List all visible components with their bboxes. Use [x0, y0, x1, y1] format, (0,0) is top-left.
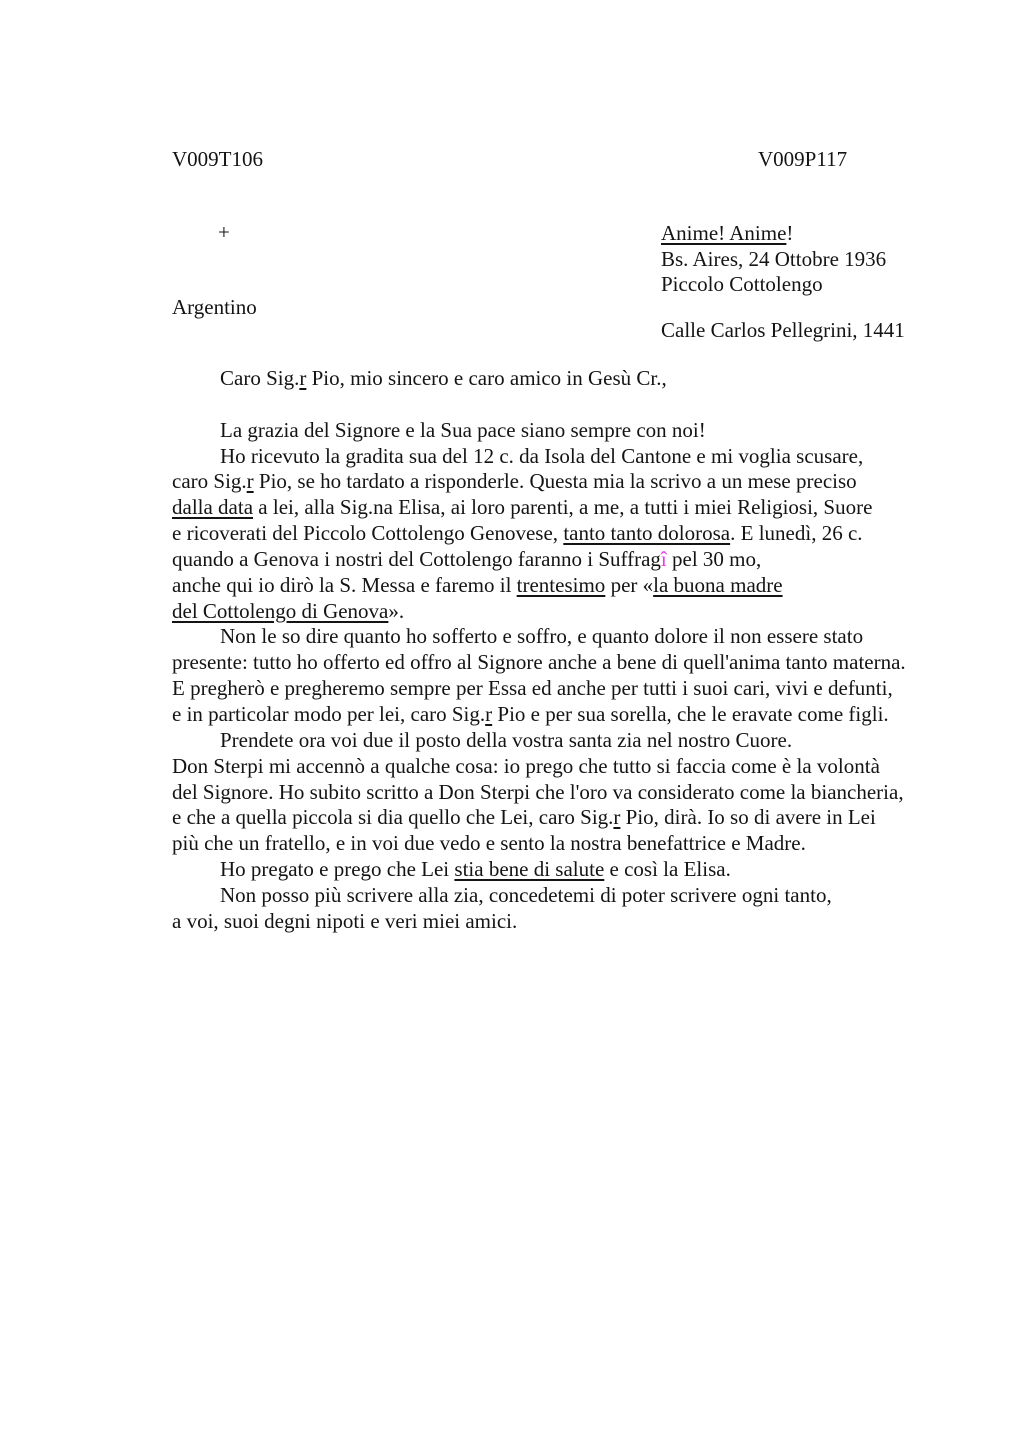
cross-symbol: +: [218, 220, 230, 244]
text-segment: del Signore. Ho subito scritto a Don Sterpi che l'oro va considerato come la biancheria,: [172, 779, 904, 804]
text-segment: per «: [605, 572, 654, 597]
text-segment: del Cottolengo di Genova: [172, 598, 389, 623]
text-segment: Non le so dire quanto ho sofferto e soffro, e quanto dolore il non essere stato: [220, 624, 864, 649]
text-segment: r: [299, 366, 307, 390]
letter-line: [172, 754, 932, 780]
letter-line: [172, 444, 932, 470]
text-segment: dalla data: [172, 495, 254, 520]
text-segment: e così la Elisa.: [604, 857, 731, 882]
text-segment: ».: [388, 598, 405, 623]
letter-line: [172, 469, 932, 495]
organization-overflow-word: Argentino: [172, 295, 257, 319]
text-segment: caro Sig.: [172, 469, 247, 494]
text-segment: quando a Genova i nostri del Cottolengo faranno i Suffrag: [172, 546, 661, 571]
text-segment: Pio, dirà. Io so di avere in Lei: [620, 805, 876, 830]
letter-line: [172, 366, 932, 392]
letter-line: [172, 883, 932, 909]
text-segment: la buona madre: [653, 572, 783, 597]
letter-line: [172, 676, 932, 702]
text-segment: La grazia del Signore e la Sua pace siano sempre con noi!: [220, 417, 706, 442]
text-segment: Pio, se ho tardato a risponderle. Questa mia la scrivo a un mese preciso: [253, 469, 857, 494]
blank-line: [172, 392, 932, 418]
text-segment: e in particolar modo per lei, caro Sig.: [172, 701, 486, 726]
text-segment: Anime! Anime: [661, 221, 787, 245]
text-segment: E pregherò e pregheremo sempre per Essa ed anche per tutti i suoi cari, vivi e defunti,: [172, 676, 893, 701]
letter-line: [172, 780, 932, 806]
text-segment: . E lunedì, 26 c.: [730, 521, 863, 546]
document-id-right: V009P117: [758, 147, 848, 171]
text-segment: Ho ricevuto la gradita sua del 12 c. da Isola del Cantone e mi voglia scusare,: [220, 443, 864, 468]
letter-line: [172, 599, 932, 625]
text-segment: a lei, alla Sig.na Elisa, ai loro parenti, a me, a tutti i miei Religiosi, Suore: [253, 495, 873, 520]
text-segment: Caro Sig.: [220, 366, 300, 390]
text-segment: Don Sterpi mi accennò a qualche cosa: io prego che tutto si faccia come è la volontà: [172, 753, 880, 778]
letter-line: [172, 702, 932, 728]
address-line: Calle Carlos Pellegrini, 1441: [661, 318, 905, 342]
highlighted-character: î: [660, 546, 667, 571]
letter-heading: [661, 221, 886, 247]
letter-line: [172, 495, 932, 521]
text-segment: pel 30 mo,: [666, 546, 762, 571]
letter-line: [172, 573, 932, 599]
organization-line: Piccolo Cottolengo: [661, 272, 823, 296]
letter-line: [172, 418, 932, 444]
letter-line: [172, 909, 932, 935]
text-segment: Pio, mio sincero e caro amico in Gesù Cr.,: [306, 366, 667, 390]
text-segment: r: [613, 805, 621, 830]
text-segment: a voi, suoi degni nipoti e veri miei amici.: [172, 908, 518, 933]
text-segment: Non posso più scrivere alla zia, concedetemi di poter scrivere ogni tanto,: [220, 882, 832, 907]
text-segment: r: [246, 469, 254, 494]
letter-line: [172, 521, 932, 547]
letterhead-block: [661, 221, 886, 298]
text-segment: tanto tanto dolorosa: [563, 521, 731, 546]
text-segment: Prendete ora voi due il posto della vostra santa zia nel nostro Cuore.: [220, 727, 793, 752]
text-segment: Ho pregato e prego che Lei: [220, 857, 455, 882]
letter-line: [172, 831, 932, 857]
letter-line: [172, 805, 932, 831]
letter-line: [172, 857, 932, 883]
text-segment: stia bene di salute: [454, 857, 605, 882]
text-segment: presente: tutto ho offerto ed offro al Signore anche a bene di quell'anima tanto materna.: [172, 650, 906, 675]
text-segment: più che un fratello, e in voi due vedo e sento la nostra benefattrice e Madre.: [172, 831, 806, 856]
text-segment: e che a quella piccola si dia quello che Lei, caro Sig.: [172, 805, 614, 830]
letter-line: [172, 547, 932, 573]
date-line: Bs. Aires, 24 Ottobre 1936: [661, 246, 887, 271]
text-segment: r: [485, 701, 493, 726]
text-segment: e ricoverati del Piccolo Cottolengo Genovese,: [172, 521, 564, 546]
text-segment: Pio e per sua sorella, che le eravate come figli.: [492, 701, 889, 726]
letter-line: [172, 624, 932, 650]
letter-line: [172, 650, 932, 676]
document-id-left: V009T106: [172, 147, 263, 171]
text-segment: !: [786, 221, 794, 245]
text-segment: anche qui io dirò la S. Messa e faremo il: [172, 572, 517, 597]
letter-body: [172, 366, 932, 935]
text-segment: trentesimo: [516, 572, 606, 597]
letter-line: [172, 728, 932, 754]
